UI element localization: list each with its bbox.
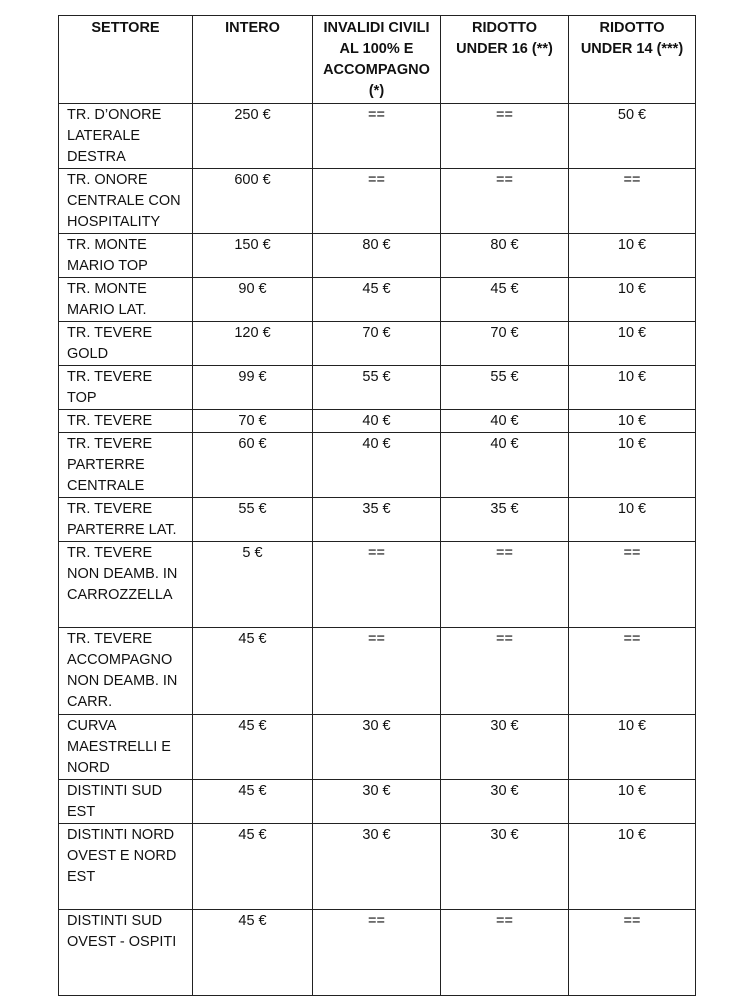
header-settore: SETTORE xyxy=(59,16,193,104)
invalidi-cell: == xyxy=(313,169,441,234)
sector-cell: TR. TEVERE PARTERRE CENTRALE xyxy=(59,433,193,498)
invalidi-cell: 80 € xyxy=(313,234,441,278)
sector-cell: DISTINTI NORD OVEST E NORD EST xyxy=(59,824,193,910)
sector-cell: TR. TEVERE PARTERRE LAT. xyxy=(59,498,193,542)
under16-cell: 40 € xyxy=(441,410,569,433)
under14-cell: 10 € xyxy=(569,780,696,824)
under16-cell: == xyxy=(441,542,569,628)
intero-cell: 120 € xyxy=(193,322,313,366)
table-row xyxy=(59,410,696,433)
under16-cell: 30 € xyxy=(441,715,569,780)
sector-cell: DISTINTI SUD OVEST - OSPITI xyxy=(59,910,193,996)
intero-cell: 55 € xyxy=(193,498,313,542)
intero-cell: 45 € xyxy=(193,628,313,715)
under14-cell: 10 € xyxy=(569,278,696,322)
invalidi-cell: 30 € xyxy=(313,824,441,910)
sector-cell: TR. TEVERE GOLD xyxy=(59,322,193,366)
header-under14: RIDOTTO UNDER 14 (***) xyxy=(569,16,696,104)
invalidi-cell: 55 € xyxy=(313,366,441,410)
under14-cell: == xyxy=(569,542,696,628)
table-row xyxy=(59,780,696,824)
under16-cell: == xyxy=(441,910,569,996)
under14-cell: == xyxy=(569,169,696,234)
under14-cell: == xyxy=(569,910,696,996)
sector-cell: TR. TEVERE NON DEAMB. IN CARROZZELLA xyxy=(59,542,193,628)
invalidi-cell: 35 € xyxy=(313,498,441,542)
under16-cell: 30 € xyxy=(441,780,569,824)
intero-cell: 70 € xyxy=(193,410,313,433)
sector-cell: DISTINTI SUD EST xyxy=(59,780,193,824)
invalidi-cell: == xyxy=(313,910,441,996)
sector-cell: TR. MONTE MARIO LAT. xyxy=(59,278,193,322)
under14-cell: 10 € xyxy=(569,322,696,366)
sector-cell: TR. TEVERE TOP xyxy=(59,366,193,410)
intero-cell: 90 € xyxy=(193,278,313,322)
invalidi-cell: 40 € xyxy=(313,433,441,498)
under16-cell: == xyxy=(441,104,569,169)
header-row xyxy=(59,16,696,104)
invalidi-cell: 70 € xyxy=(313,322,441,366)
invalidi-cell: 45 € xyxy=(313,278,441,322)
sector-cell: TR. TEVERE ACCOMPAGNO NON DEAMB. IN CARR. xyxy=(59,628,193,715)
invalidi-cell: 30 € xyxy=(313,715,441,780)
sector-cell: TR. D’ONORE LATERALE DESTRA xyxy=(59,104,193,169)
table-row xyxy=(59,278,696,322)
intero-cell: 150 € xyxy=(193,234,313,278)
intero-cell: 99 € xyxy=(193,366,313,410)
under14-cell: 10 € xyxy=(569,498,696,542)
invalidi-cell: == xyxy=(313,542,441,628)
intero-cell: 5 € xyxy=(193,542,313,628)
under16-cell: 55 € xyxy=(441,366,569,410)
table-row xyxy=(59,322,696,366)
invalidi-cell: 30 € xyxy=(313,780,441,824)
under16-cell: == xyxy=(441,628,569,715)
header-under16: RIDOTTO UNDER 16 (**) xyxy=(441,16,569,104)
table-row xyxy=(59,542,696,628)
sector-cell: CURVA MAESTRELLI E NORD xyxy=(59,715,193,780)
invalidi-cell: 40 € xyxy=(313,410,441,433)
intero-cell: 45 € xyxy=(193,780,313,824)
under16-cell: 45 € xyxy=(441,278,569,322)
intero-cell: 250 € xyxy=(193,104,313,169)
intero-cell: 45 € xyxy=(193,715,313,780)
under14-cell: 10 € xyxy=(569,410,696,433)
sector-cell: TR. MONTE MARIO TOP xyxy=(59,234,193,278)
table-row xyxy=(59,498,696,542)
under16-cell: 30 € xyxy=(441,824,569,910)
table-row xyxy=(59,628,696,715)
table-row xyxy=(59,824,696,910)
under14-cell: 50 € xyxy=(569,104,696,169)
table-row xyxy=(59,234,696,278)
table-row xyxy=(59,169,696,234)
intero-cell: 600 € xyxy=(193,169,313,234)
under16-cell: == xyxy=(441,169,569,234)
under16-cell: 70 € xyxy=(441,322,569,366)
table-row xyxy=(59,104,696,169)
header-intero: INTERO xyxy=(193,16,313,104)
under14-cell: 10 € xyxy=(569,824,696,910)
invalidi-cell: == xyxy=(313,104,441,169)
header-invalidi: INVALIDI CIVILI AL 100% E ACCOMPAGNO (*) xyxy=(313,16,441,104)
table-row xyxy=(59,715,696,780)
table-row xyxy=(59,910,696,996)
intero-cell: 45 € xyxy=(193,910,313,996)
intero-cell: 45 € xyxy=(193,824,313,910)
table-row xyxy=(59,366,696,410)
under16-cell: 80 € xyxy=(441,234,569,278)
under14-cell: 10 € xyxy=(569,433,696,498)
sector-cell: TR. TEVERE xyxy=(59,410,193,433)
under16-cell: 35 € xyxy=(441,498,569,542)
under14-cell: 10 € xyxy=(569,715,696,780)
under16-cell: 40 € xyxy=(441,433,569,498)
under14-cell: 10 € xyxy=(569,234,696,278)
intero-cell: 60 € xyxy=(193,433,313,498)
price-table xyxy=(58,15,696,996)
invalidi-cell: == xyxy=(313,628,441,715)
under14-cell: 10 € xyxy=(569,366,696,410)
table-row xyxy=(59,433,696,498)
sector-cell: TR. ONORE CENTRALE CON HOSPITALITY xyxy=(59,169,193,234)
under14-cell: == xyxy=(569,628,696,715)
